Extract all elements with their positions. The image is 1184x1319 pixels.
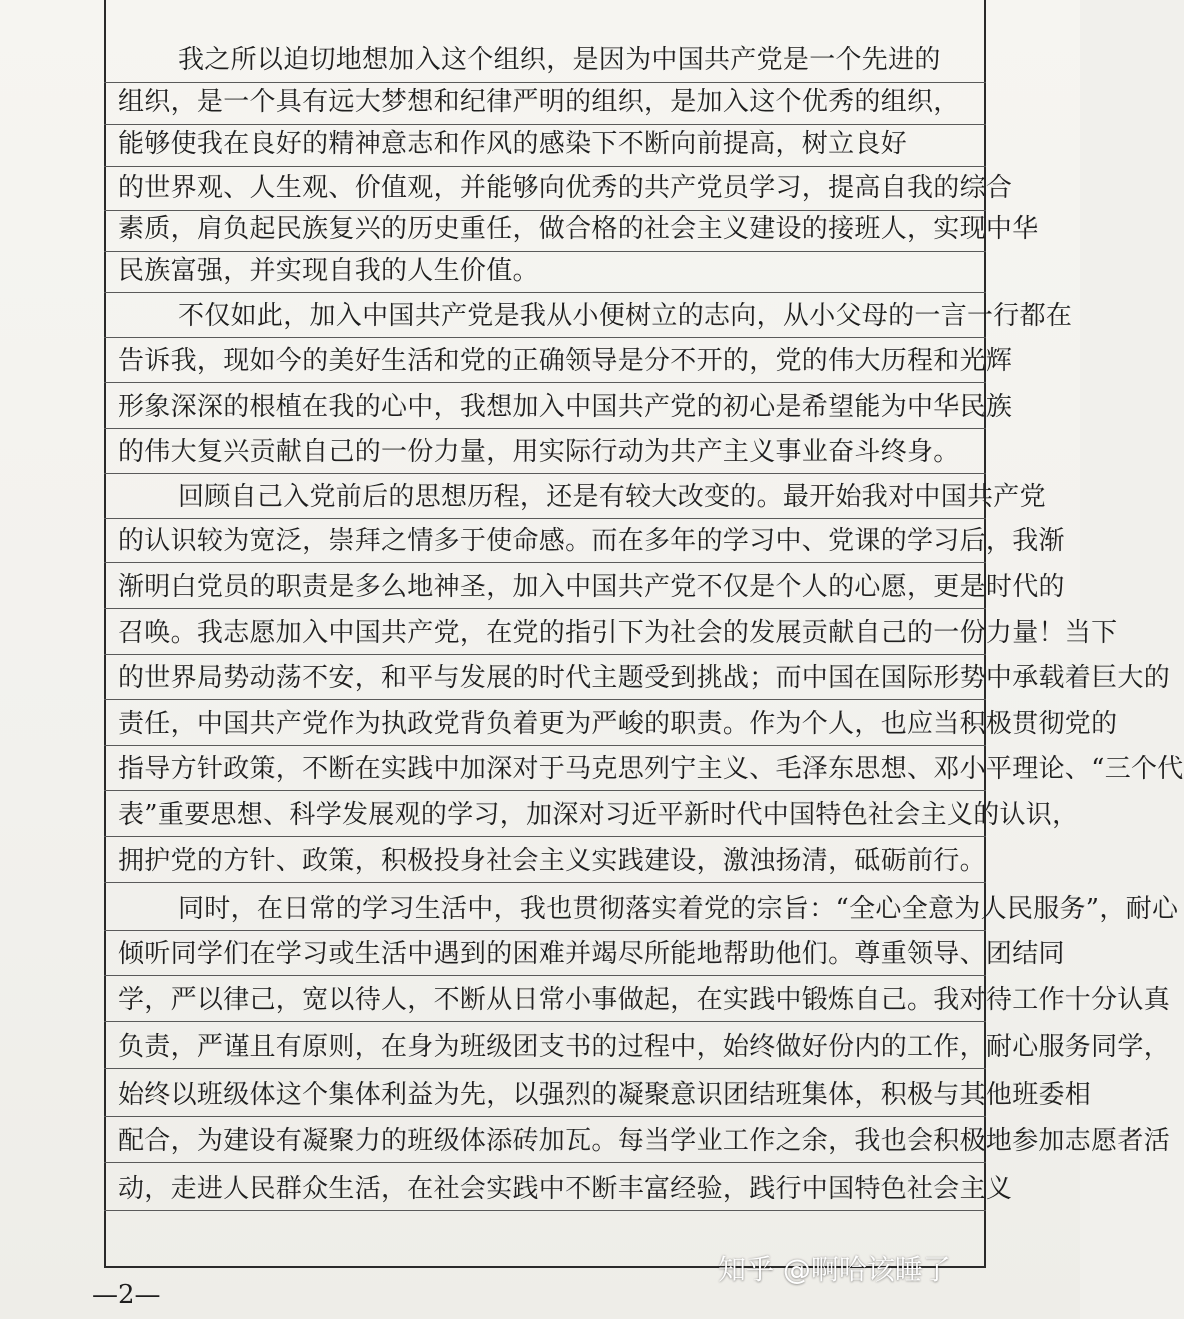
text-line: 民族富强，并实现自我的人生价值。	[118, 256, 539, 286]
text-line: 同时，在日常的学习生活中，我也贯彻落实着党的宗旨：“全心全意为人民服务”，耐心	[178, 894, 1179, 924]
text-line: 的认识较为宽泛，崇拜之情多于使命感。而在多年的学习中、党课的学习后，我渐	[118, 526, 1065, 556]
ruled-line	[104, 562, 986, 563]
text-line: 素质，肩负起民族复兴的历史重任，做合格的社会主义建设的接班人，实现中华	[118, 214, 1039, 244]
ruled-line	[104, 654, 986, 655]
ruled-line	[104, 882, 986, 883]
text-line: 拥护党的方针、政策，积极投身社会主义实践建设，激浊扬清，砥砺前行。	[118, 846, 986, 876]
page-number: —2—	[92, 1280, 161, 1310]
ruled-line	[104, 790, 986, 791]
ruled-line	[104, 1210, 986, 1211]
text-line: 告诉我，现如今的美好生活和党的正确领导是分不开的，党的伟大历程和光辉	[118, 346, 1013, 376]
ruled-line	[104, 518, 986, 519]
ruled-line	[104, 1021, 986, 1022]
text-line: 指导方针政策，不断在实践中加深对于马克思列宁主义、毛泽东思想、邓小平理论、“三个代	[118, 754, 1184, 784]
text-line: 形象深深的根植在我的心中，我想加入中国共产党的初心是希望能为中华民族	[118, 392, 1013, 422]
text-line: 渐明白党员的职责是多么地神圣，加入中国共产党不仅是个人的心愿，更是时代的	[118, 572, 1065, 602]
text-line: 组织，是一个具有远大梦想和纪律严明的组织，是加入这个优秀的组织，	[118, 87, 960, 117]
ruled-line	[104, 1068, 986, 1069]
ruled-line	[104, 382, 986, 383]
text-line: 的世界观、人生观、价值观，并能够向优秀的共产党员学习，提高自我的综合	[118, 173, 1013, 203]
text-line: 回顾自己入党前后的思想历程，还是有较大改变的。最开始我对中国共产党	[178, 482, 1046, 512]
watermark: 知乎 @啊哈该睡了	[718, 1253, 951, 1286]
text-line: 配合，为建设有凝聚力的班级体添砖加瓦。每当学业工作之余，我也会积极地参加志愿者活	[118, 1126, 1171, 1156]
ruled-line	[104, 1116, 986, 1117]
ruled-line	[104, 975, 986, 976]
text-line: 召唤。我志愿加入中国共产党，在党的指引下为社会的发展贡献自己的一份力量！当下	[118, 618, 1118, 648]
ruled-line	[104, 836, 986, 837]
ruled-line	[104, 608, 986, 609]
text-line: 动，走进人民群众生活，在社会实践中不断丰富经验，践行中国特色社会主义	[118, 1174, 1013, 1204]
text-line: 负责，严谨且有原则，在身为班级团支书的过程中，始终做好份内的工作，耐心服务同学，	[118, 1032, 1171, 1062]
text-line: 我之所以迫切地想加入这个组织，是因为中国共产党是一个先进的	[178, 45, 941, 75]
ruled-line	[104, 166, 986, 167]
text-line: 学，严以律己，宽以待人，不断从日常小事做起，在实践中锻炼自己。我对待工作十分认真	[118, 985, 1171, 1015]
text-line: 始终以班级体这个集体利益为先，以强烈的凝聚意识团结班集体，积极与其他班委相	[118, 1080, 1092, 1110]
text-line: 不仅如此，加入中国共产党是我从小便树立的志向，从小父母的一言一行都在	[178, 301, 1073, 331]
text-line: 责任，中国共产党作为执政党背负着更为严峻的职责。作为个人，也应当积极贯彻党的	[118, 709, 1118, 739]
ruled-line	[104, 292, 986, 293]
ruled-line	[104, 699, 986, 700]
text-line: 表”重要思想、科学发展观的学习，加深对习近平新时代中国特色社会主义的认识，	[118, 800, 1079, 830]
text-line: 的世界局势动荡不安，和平与发展的时代主题受到挑战；而中国在国际形势中承载着巨大的	[118, 663, 1171, 693]
text-line: 的伟大复兴贡献自己的一份力量，用实际行动为共产主义事业奋斗终身。	[118, 437, 960, 467]
ruled-line	[104, 745, 986, 746]
text-line: 能够使我在良好的精神意志和作风的感染下不断向前提高，树立良好	[118, 129, 908, 159]
text-line: 倾听同学们在学习或生活中遇到的困难并竭尽所能地帮助他们。尊重领导、团结同	[118, 939, 1065, 969]
ruled-line	[104, 473, 986, 474]
ruled-line	[104, 428, 986, 429]
ruled-line	[104, 337, 986, 338]
ruled-line	[104, 930, 986, 931]
ruled-line	[104, 1162, 986, 1163]
